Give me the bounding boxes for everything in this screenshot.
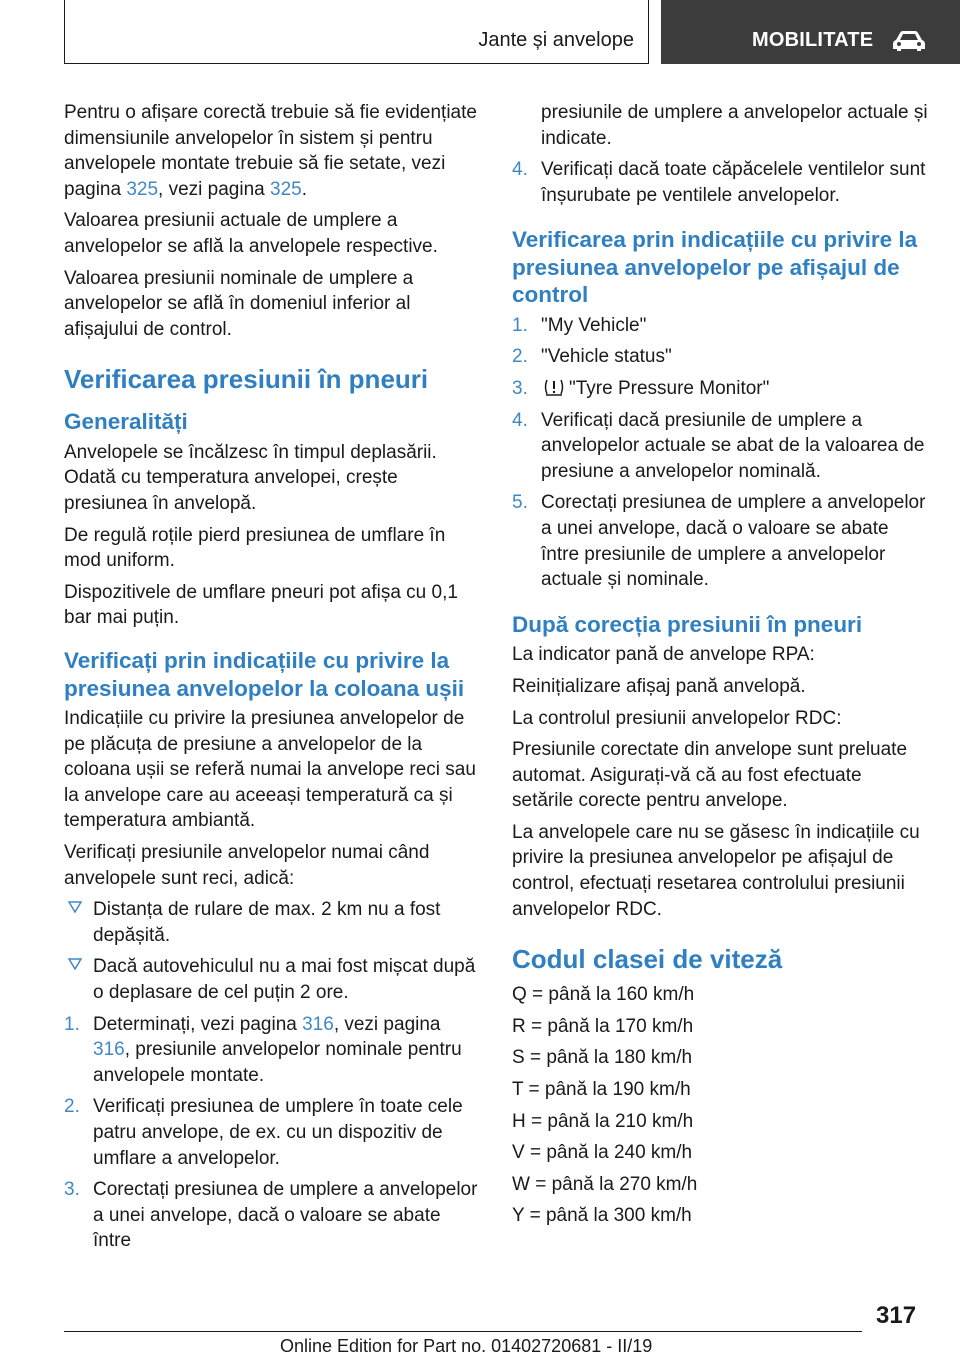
header-chapter-box xyxy=(661,0,960,64)
display-step-item: 5. Corectați presiunea de umplere a anvelopelor a unei anvelope, dacă o valoare se abate între presiunile de umplere a anvelopelor actuale și nominale. xyxy=(512,492,926,591)
page-link-316[interactable]: 316 xyxy=(302,1013,334,1035)
heading-display-check: Verificarea prin indicațiile cu privire la presiunea anvelopelor pe afișajul de control xyxy=(512,227,918,308)
step-item: 4. Verificați dacă toate căpăcelele ventilelor sunt înșurubate pe ventilele anvelopelor. xyxy=(512,159,926,206)
speed-code-line: H = până la 210 km/h xyxy=(512,1110,694,1132)
heading-door-pillar: Verificați prin indicațiile cu privire la presiunea anvelopelor la coloana ușii xyxy=(64,648,465,701)
paragraph-uniform-loss: De regulă roțile pierd presiunea de umflare în mod uniform. xyxy=(64,524,446,572)
step-item: 3. Corectați presiunea de umplere a anvelopelor a unei anvelope, dacă o valoare se abate între xyxy=(64,1179,478,1252)
step-number: 2. xyxy=(64,1096,80,1118)
speed-code-line: V = până la 240 km/h xyxy=(512,1142,693,1164)
paragraph-display-note: Pentru o afișare corectă trebuie să fie evidențiate dimensiunile anvelopelor în sistem și pentru anvelopele montate trebuie să fie setate, vezi pagina 325, vezi pagina 325. xyxy=(64,102,477,200)
display-step-item: 1. "My Vehicle" xyxy=(512,313,928,339)
step-number: 4. xyxy=(512,159,528,181)
paragraph-actual-pressure: Valoarea presiunii actuale de umplere a anvelopelor se află la anvelopele respective. xyxy=(64,210,438,257)
speed-code-line: Q = până la 160 km/h xyxy=(512,984,695,1006)
speed-code-line: R = până la 170 km/h xyxy=(512,1015,694,1037)
tyre-pressure-warning-icon xyxy=(543,377,565,397)
paragraph-rdc-auto: Presiunile corectate din anvelope sunt preluate automat. Asigurați-vă că au fost efectuate setările corecte pentru anvelope. xyxy=(512,739,908,812)
header-section-title: Jante și anvelope xyxy=(478,29,634,51)
header-chapter-title: MOBILITATE xyxy=(752,29,874,51)
page-link-325[interactable]: 325 xyxy=(126,178,159,200)
car-icon xyxy=(892,30,926,52)
triangle-bullet-icon xyxy=(68,958,82,970)
step-number: 3. xyxy=(64,1179,80,1201)
speed-code-line: W = până la 270 km/h xyxy=(512,1173,698,1195)
paragraph-inflation-devices: Dispozitivele de umflare pneuri pot afișa cu 0,1 bar mai puțin. xyxy=(64,581,458,629)
heading-speed-code: Codul clasei de viteză xyxy=(512,944,783,975)
left-column xyxy=(64,100,480,1260)
right-column xyxy=(512,100,928,1235)
speed-code-line: T = până la 190 km/h xyxy=(512,1079,691,1101)
bullet-item: Dacă autovehiculul nu a mai fost mișcat după o deplasare de cel puțin 2 ore. xyxy=(64,954,480,1005)
step-number: 1. xyxy=(512,314,528,336)
header-section-box xyxy=(64,0,649,64)
heading-check-pressure: Verificarea presiunii în pneuri xyxy=(64,364,429,395)
footer-edition: Online Edition for Part no. 01402720681 - II/19 xyxy=(280,1336,653,1356)
bullet-item: Distanța de rulare de max. 2 km nu a fost depășită. xyxy=(64,897,480,948)
display-step-item: 4. Verificați dacă presiunile de umplere a anvelopelor actuale se abat de la valoarea de presiune a anvelopelor nominală. xyxy=(512,409,925,482)
page-number: 317 xyxy=(876,1302,917,1329)
paragraph-door-pillar-info: Indicațiile cu privire la presiunea anvelopelor de pe plăcuța de presiune a anvelopelor de la coloana ușii se referă numai la anvelope reci sau la anvelope care au aceeași temperatură ca și temperatura ambiantă. xyxy=(64,708,476,832)
step-item: 2. Verificați presiunea de umplere în toate cele patru anvelope, de ex. cu un dispozitiv de umflare a anvelopelor. xyxy=(64,1096,463,1169)
paragraph-rpa: La indicator pană de anvelope RPA: xyxy=(512,644,815,666)
speed-code-line: S = până la 180 km/h xyxy=(512,1047,693,1069)
triangle-bullet-icon xyxy=(68,901,82,913)
footer-divider xyxy=(64,1331,862,1332)
speed-code-line: Y = până la 300 km/h xyxy=(512,1205,692,1227)
step-number: 1. xyxy=(64,1013,80,1035)
display-step-item: 3. "Tyre Pressure Monitor" xyxy=(512,376,928,402)
step-number: 5. xyxy=(512,492,528,514)
paragraph-rdc: La controlul presiunii anvelopelor RDC: xyxy=(512,707,842,729)
step-continuation: presiunile de umplere a anvelopelor actuale și indicate. xyxy=(541,102,928,149)
step-number: 4. xyxy=(512,409,528,431)
page-link-325-second[interactable]: 325 xyxy=(270,178,302,200)
heading-after-correction: După corecția presiunii în pneuri xyxy=(512,611,863,637)
page-link-316-second[interactable]: 316 xyxy=(93,1039,125,1061)
paragraph-check-cold: Verificați presiunile anvelopelor numai când anvelopele sunt reci, adică: xyxy=(64,841,430,889)
display-step-item: 2. "Vehicle status" xyxy=(512,344,928,370)
paragraph-tyres-heat: Anvelopele se încălzesc în timpul deplasării. Odată cu temperatura anvelopei, crește presiunea în anvelopă. xyxy=(64,441,437,515)
step-item: 1. Determinați, vezi pagina 316, vezi pagina 316, presiunile anvelopelor nominale pentru anvelopele montate. xyxy=(64,1013,462,1086)
paragraph-rpa-reset: Reinițializare afișaj pană anvelopă. xyxy=(512,675,806,697)
step-number: 2. xyxy=(512,346,528,368)
paragraph-rdc-reset: La anvelopele care nu se găsesc în indicațiile cu privire la presiunea anvelopelor pe afișajul de control, efectuați resetarea controlului presiunii anvelopelor RDC. xyxy=(512,821,920,920)
heading-general: Generalități xyxy=(64,409,188,435)
step-number: 3. xyxy=(512,378,528,400)
paragraph-nominal-pressure: Valoarea presiunii nominale de umplere a anvelopelor se află în domeniul inferior al afișajului de control. xyxy=(64,267,414,340)
